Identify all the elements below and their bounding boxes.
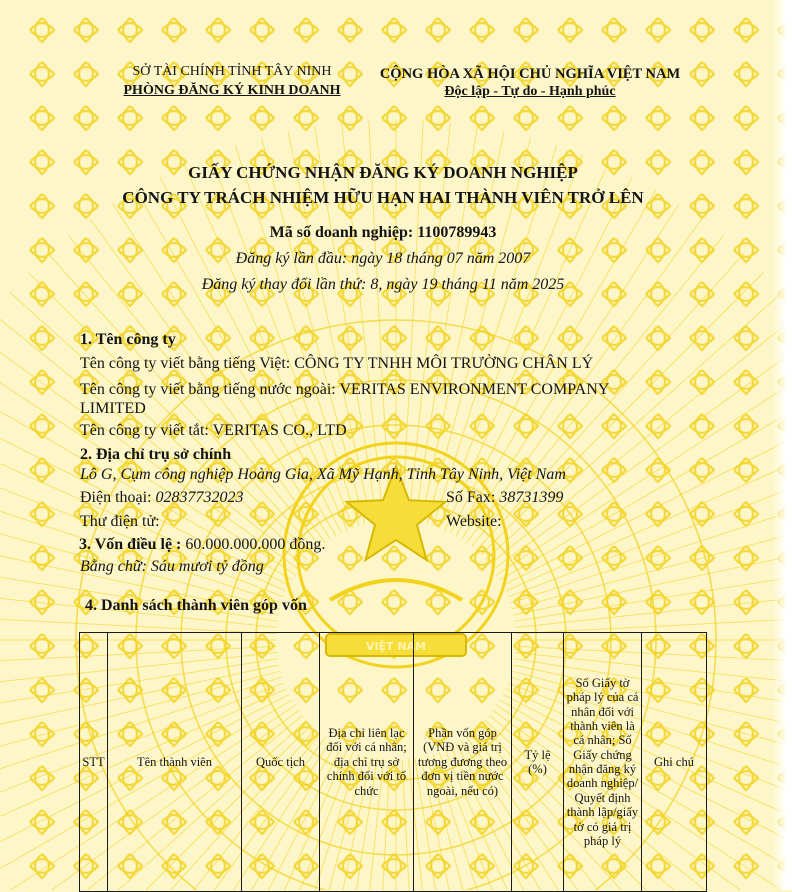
capital-in-words: Bằng chữ: Sáu mươi tỷ đồng [80, 558, 264, 575]
charter-capital-row [79, 536, 325, 554]
short-name-value: VERITAS CO., LTD [212, 422, 347, 439]
foreign-name-row [80, 381, 609, 399]
col-nationality: Quốc tịch [242, 633, 320, 892]
charter-capital-value: 60.000.000.000 đồng. [185, 536, 326, 553]
col-ratio: Tỷ lệ (%) [512, 633, 564, 892]
issuing-office: PHÒNG ĐĂNG KÝ KINH DOANH [123, 83, 341, 98]
change-registration-date: Đăng ký thay đổi lần thứ: 8, ngày 19 tháng 11 năm 2025 [201, 276, 565, 293]
col-stt: STT [80, 633, 108, 892]
issuing-authority: SỞ TÀI CHÍNH TỈNH TÂY NINH [132, 64, 332, 79]
foreign-name-label: Tên công ty viết bằng tiếng nước ngoài: [80, 381, 340, 398]
phone-value: 02837732023 [155, 489, 244, 506]
col-note: Ghi chú [642, 633, 707, 892]
col-address: Địa chỉ liên lạc đối với cá nhân; địa chỉ trụ sở chính đối với tổ chức [320, 633, 414, 892]
scan-edge [772, 0, 792, 890]
section-1-heading: 1. Tên công ty [80, 331, 176, 348]
vn-name-label: Tên công ty viết bằng tiếng Việt: [80, 355, 295, 372]
section-2-heading: 2. Địa chỉ trụ sở chính [80, 446, 232, 463]
foreign-name-continued: LIMITED [80, 400, 146, 417]
col-legal-document: Số Giấy tờ pháp lý của cá nhân đối với thành viên là cá nhân; Số Giấy chứng nhận đăng ký doanh nghiệp/ Quyết định thành lập/giấy tờ có giá trị pháp lý [564, 633, 642, 892]
short-name-row [80, 422, 347, 440]
section-4-heading: 4. Danh sách thành viên góp vốn [85, 597, 307, 614]
phone-label: Điện thoại: [80, 489, 156, 506]
fax-value: 38731399 [499, 489, 564, 506]
company-type: CÔNG TY TRÁCH NHIỆM HỮU HẠN HAI THÀNH VIÊN TRỞ LÊN [122, 188, 644, 207]
section-3-heading: 3. Vốn điều lệ : [79, 536, 186, 553]
website-label: Website: [446, 513, 502, 530]
foreign-name-value: VERITAS ENVIRONMENT COMPANY [339, 381, 610, 398]
national-title: CỘNG HÒA XÃ HỘI CHỦ NGHĨA VIỆT NAM [379, 66, 681, 82]
col-capital-contribution: Phần vốn góp (VNĐ và giá trị tương đương theo đơn vị tiền nước ngoài, nếu có) [414, 633, 512, 892]
vn-name-value: CÔNG TY TNHH MÔI TRƯỜNG CHÂN LÝ [294, 355, 594, 372]
table-header-row [80, 633, 707, 892]
fax-label: Số Fax: [446, 489, 500, 506]
phone-row [80, 489, 244, 507]
first-registration-date: Đăng ký lần đầu: ngày 18 tháng 07 năm 2007 [235, 250, 531, 267]
email-label: Thư điện tử: [80, 513, 160, 530]
national-motto: Độc lập - Tự do - Hạnh phúc [444, 84, 616, 99]
col-member-name: Tên thành viên [108, 633, 242, 892]
tax-code: Mã số doanh nghiệp: 1100789943 [269, 224, 497, 241]
fax-row [446, 489, 563, 507]
certificate-title: GIẤY CHỨNG NHẬN ĐĂNG KÝ DOANH NGHIỆP [188, 163, 578, 182]
emblem-text: VIỆT NAM [365, 640, 427, 653]
vn-name-row [80, 355, 593, 373]
short-name-label: Tên công ty viết tắt: [80, 422, 213, 439]
members-table [79, 632, 707, 892]
head-office-address: Lô G, Cụm công nghiệp Hoàng Gia, Xã Mỹ Hạnh, Tỉnh Tây Ninh, Việt Nam [80, 466, 566, 483]
